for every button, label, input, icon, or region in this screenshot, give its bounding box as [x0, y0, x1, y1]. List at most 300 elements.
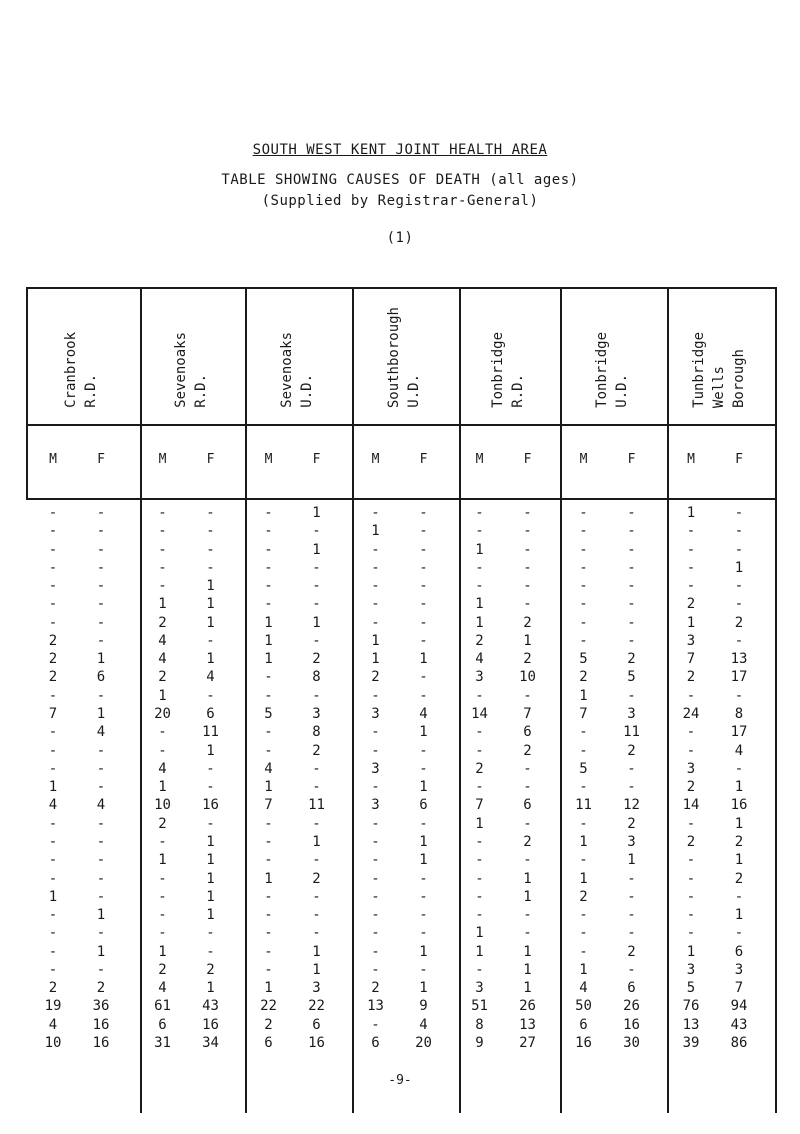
table-cell: -	[627, 961, 636, 978]
table-cell: 16	[730, 797, 748, 814]
table-cell: 2	[523, 614, 532, 631]
table-cell: 1	[686, 505, 696, 521]
table-cell: -	[419, 578, 428, 595]
table-cell: 1	[419, 779, 428, 796]
table-cell: -	[158, 870, 167, 887]
table-cell: 22	[260, 998, 277, 1015]
table-cell: 3	[312, 706, 321, 723]
table-cell: 2	[206, 961, 215, 978]
table-cell: 3	[686, 632, 696, 649]
table-cell: -	[475, 687, 484, 704]
table-cell: -	[264, 925, 273, 942]
table-cell: -	[264, 815, 273, 832]
table-cell: 2	[734, 833, 744, 850]
table-cell: -	[419, 870, 428, 887]
table-cell: 13	[682, 1016, 700, 1033]
table-cell: 14	[471, 706, 488, 723]
table-cell: 2	[734, 870, 744, 887]
table-cell: -	[371, 687, 380, 704]
table-cell: -	[264, 687, 273, 704]
table-cell: -	[264, 724, 273, 741]
table-cell: 16	[623, 1016, 640, 1033]
table-cell: -	[419, 505, 428, 521]
column-heading: Tonbridge	[593, 332, 610, 408]
table-cell: -	[627, 614, 636, 631]
table-cell: -	[158, 925, 167, 942]
table-cell: 2	[627, 943, 636, 960]
column-heading: R.D.	[192, 374, 209, 408]
table-cell: -	[419, 669, 428, 686]
table-cell: 6	[312, 1016, 321, 1033]
table-cell: -	[48, 578, 58, 595]
table-cell: -	[48, 505, 58, 521]
table-cell: -	[734, 505, 744, 521]
table-cell: 2	[158, 614, 167, 631]
table-cell: 2	[96, 980, 106, 997]
table-cell: 9	[419, 998, 428, 1015]
table-cell: 1	[264, 870, 273, 887]
table-cell: -	[734, 760, 744, 777]
table-cell: 31	[154, 1035, 171, 1051]
table-cell: -	[158, 888, 167, 905]
column-heading: R.D.	[83, 374, 99, 408]
table-cell: 5	[264, 706, 273, 723]
table-cell: -	[734, 596, 744, 613]
table-cell: -	[734, 632, 744, 649]
table-cell: -	[312, 852, 321, 869]
table-cell: 6	[264, 1035, 273, 1051]
table-top-rule	[26, 287, 775, 289]
table-cell: -	[475, 833, 484, 850]
table-cell: 2	[158, 815, 167, 832]
table-cell: -	[371, 907, 380, 924]
table-cell: -	[96, 815, 106, 832]
table-cell: 1	[523, 980, 532, 997]
table-cell: 1	[475, 815, 484, 832]
table-cell: 1	[312, 614, 321, 631]
table-cell: -	[579, 559, 588, 576]
table-cell: 3	[686, 760, 696, 777]
table-cell: 1	[475, 596, 484, 613]
table-cell: 3	[627, 706, 636, 723]
table-cell: 4	[158, 760, 167, 777]
table-cell: 11	[202, 724, 219, 741]
table-cell: -	[264, 523, 273, 540]
table-cell: -	[158, 505, 167, 521]
table-cell: 1	[96, 907, 106, 924]
table-cell: 9	[475, 1035, 484, 1051]
table-cell: -	[627, 760, 636, 777]
table-cell: -	[96, 523, 106, 540]
table-cell: -	[579, 907, 588, 924]
table-cell: 22	[308, 998, 325, 1015]
column-rule	[245, 287, 247, 1113]
table-cell: -	[627, 541, 636, 558]
table-cell: -	[312, 559, 321, 576]
table-cell: 13	[367, 998, 384, 1015]
table-cell: 1	[312, 833, 321, 850]
column-rule	[560, 287, 562, 1113]
table-cell: -	[96, 925, 106, 942]
table-cell: 1	[371, 651, 380, 668]
table-cell: -	[96, 779, 106, 796]
column-heading: Tunbridge	[691, 332, 707, 408]
table-cell: -	[579, 541, 588, 558]
table-cell: 1	[734, 815, 744, 832]
table-cell: 7	[264, 797, 273, 814]
table-cell: -	[579, 925, 588, 942]
table-cell: -	[579, 505, 588, 521]
table-cell: 36	[92, 998, 110, 1015]
sex-label-female: F	[312, 452, 321, 467]
table-cell: -	[371, 596, 380, 613]
table-cell: 10	[154, 797, 171, 814]
table-cell: 1	[206, 614, 215, 631]
table-cell: 94	[730, 998, 748, 1015]
table-cell: -	[475, 559, 484, 576]
table-cell: 7	[475, 797, 484, 814]
table-cell: 1	[734, 559, 744, 576]
table-cell: -	[206, 559, 215, 576]
column-rule	[352, 287, 354, 1113]
table-cell: -	[312, 578, 321, 595]
table-cell: 16	[575, 1035, 592, 1051]
table-cell: -	[371, 779, 380, 796]
table-cell: -	[312, 815, 321, 832]
table-cell: -	[48, 870, 58, 887]
table-cell: -	[523, 559, 532, 576]
table-cell: -	[523, 578, 532, 595]
table-cell: -	[523, 523, 532, 540]
table-cell: 3	[371, 760, 380, 777]
table-cell: 2	[475, 632, 484, 649]
table-cell: 5	[686, 980, 696, 997]
table-cell: -	[371, 925, 380, 942]
sex-label-male: M	[264, 452, 273, 467]
table-cell: -	[371, 742, 380, 759]
table-cell: -	[312, 596, 321, 613]
table-cell: 2	[579, 669, 588, 686]
table-cell: 10	[44, 1035, 62, 1051]
table-cell: -	[419, 907, 428, 924]
table-cell: 8	[312, 724, 321, 741]
table-cell: 6	[523, 724, 532, 741]
table-cell: -	[523, 925, 532, 942]
table-cell: -	[579, 943, 588, 960]
table-cell: 1	[523, 888, 532, 905]
table-cell: 1	[686, 943, 696, 960]
table-cell: -	[627, 870, 636, 887]
table-cell: 3	[734, 961, 744, 978]
table-cell: 6	[734, 943, 744, 960]
table-cell: 1	[264, 632, 273, 649]
table-cell: -	[419, 523, 428, 540]
table-cell: -	[264, 943, 273, 960]
table-cell: 4	[48, 1016, 58, 1033]
table-cell: -	[48, 559, 58, 576]
header-rule	[26, 424, 775, 426]
table-cell: -	[206, 760, 215, 777]
table-cell: -	[264, 852, 273, 869]
table-cell: 2	[371, 980, 380, 997]
table-cell: -	[419, 888, 428, 905]
table-cell: -	[686, 578, 696, 595]
table-cell: 6	[371, 1035, 380, 1051]
table-cell: 4	[579, 980, 588, 997]
table-cell: 7	[48, 706, 58, 723]
table-cell: 1	[579, 687, 588, 704]
table-cell: 5	[579, 651, 588, 668]
table-cell: 1	[523, 961, 532, 978]
table-cell: -	[419, 815, 428, 832]
table-cell: 7	[686, 651, 696, 668]
table-cell: -	[419, 596, 428, 613]
table-cell: 6	[96, 669, 106, 686]
table-cell: -	[96, 742, 106, 759]
sex-label-female: F	[735, 452, 743, 467]
table-cell: -	[523, 541, 532, 558]
table-cell: -	[264, 559, 273, 576]
table-cell: -	[206, 687, 215, 704]
table-cell: 4	[419, 706, 428, 723]
table-cell: -	[579, 523, 588, 540]
column-heading: R.D.	[509, 374, 526, 408]
table-cell: 6	[158, 1016, 167, 1033]
table-cell: -	[158, 907, 167, 924]
sex-label-male: M	[579, 452, 588, 467]
table-cell: 2	[48, 980, 58, 997]
table-cell: -	[579, 779, 588, 796]
table-cell: -	[686, 687, 696, 704]
table-cell: -	[475, 907, 484, 924]
table-cell: 2	[158, 961, 167, 978]
table-cell: 3	[475, 669, 484, 686]
table-cell: -	[686, 925, 696, 942]
table-cell: -	[371, 541, 380, 558]
table-cell: -	[579, 724, 588, 741]
table-cell: -	[419, 925, 428, 942]
table-part-number: (1)	[386, 230, 414, 246]
table-cell: -	[312, 687, 321, 704]
sex-label-female: F	[206, 452, 215, 467]
table-cell: -	[158, 541, 167, 558]
table-cell: -	[264, 669, 273, 686]
table-cell: 2	[48, 651, 58, 668]
table-cell: 1	[264, 651, 273, 668]
table-cell: -	[627, 523, 636, 540]
table-cell: 1	[419, 852, 428, 869]
table-cell: -	[96, 760, 106, 777]
table-cell: 1	[206, 742, 215, 759]
table-cell: 1	[579, 870, 588, 887]
table-cell: 76	[682, 998, 700, 1015]
table-cell: 16	[92, 1016, 110, 1033]
table-cell: -	[264, 541, 273, 558]
table-cell: 1	[48, 779, 58, 796]
table-cell: 1	[206, 852, 215, 869]
table-cell: 39	[682, 1035, 700, 1051]
table-cell: -	[475, 779, 484, 796]
sex-label-female: F	[627, 452, 636, 467]
table-subtitle: TABLE SHOWING CAUSES OF DEATH (all ages)	[221, 172, 579, 188]
table-cell: 1	[419, 724, 428, 741]
table-cell: -	[475, 724, 484, 741]
table-cell: 1	[96, 943, 106, 960]
table-cell: -	[206, 925, 215, 942]
table-cell: -	[96, 632, 106, 649]
table-cell: -	[96, 559, 106, 576]
table-cell: 26	[623, 998, 640, 1015]
table-cell: 2	[264, 1016, 273, 1033]
table-cell: 1	[158, 852, 167, 869]
table-cell: 2	[523, 742, 532, 759]
table-cell: -	[371, 614, 380, 631]
table-cell: -	[158, 559, 167, 576]
table-cell: 6	[579, 1016, 588, 1033]
table-cell: -	[371, 833, 380, 850]
table-cell: -	[627, 596, 636, 613]
table-cell: 2	[686, 779, 696, 796]
table-cell: -	[523, 505, 532, 521]
table-cell: 4	[158, 980, 167, 997]
table-cell: 1	[312, 541, 321, 558]
table-cell: -	[264, 833, 273, 850]
table-cell: 1	[419, 943, 428, 960]
table-cell: -	[48, 815, 58, 832]
sex-label-male: M	[158, 452, 167, 467]
table-cell: 1	[158, 596, 167, 613]
table-cell: 1	[686, 614, 696, 631]
table-cell: -	[419, 742, 428, 759]
column-heading: Sevenoaks	[172, 332, 189, 408]
table-cell: -	[475, 505, 484, 521]
table-cell: -	[627, 907, 636, 924]
table-cell: 30	[623, 1035, 640, 1051]
column-heading: Sevenoaks	[278, 332, 295, 408]
table-cell: 2	[686, 669, 696, 686]
table-cell: -	[312, 779, 321, 796]
table-cell: 5	[579, 760, 588, 777]
table-cell: 2	[686, 596, 696, 613]
table-cell: -	[312, 632, 321, 649]
table-cell: 1	[312, 961, 321, 978]
table-cell: 2	[627, 815, 636, 832]
table-cell: -	[48, 614, 58, 631]
table-cell: 20	[415, 1035, 432, 1051]
table-cell: 26	[519, 998, 536, 1015]
table-cell: -	[48, 523, 58, 540]
table-cell: 1	[579, 833, 588, 850]
table-cell: 1	[419, 651, 428, 668]
table-cell: -	[158, 578, 167, 595]
table-cell: 1	[419, 833, 428, 850]
table-cell: 20	[154, 706, 171, 723]
table-cell: -	[475, 961, 484, 978]
table-cell: 1	[627, 852, 636, 869]
table-cell: 2	[523, 651, 532, 668]
table-cell: 3	[371, 706, 380, 723]
page-title: SOUTH WEST KENT JOINT HEALTH AREA	[252, 142, 548, 158]
table-cell: -	[579, 578, 588, 595]
table-cell: -	[686, 742, 696, 759]
table-cell: 1	[264, 779, 273, 796]
table-cell: -	[627, 888, 636, 905]
table-cell: -	[686, 870, 696, 887]
table-cell: 51	[471, 998, 488, 1015]
table-cell: 1	[475, 614, 484, 631]
table-cell: -	[627, 578, 636, 595]
table-cell: 16	[202, 1016, 219, 1033]
table-cell: 17	[730, 669, 748, 686]
table-cell: 8	[734, 706, 744, 723]
page-number: -9-	[388, 1073, 412, 1088]
table-cell: 1	[96, 706, 106, 723]
table-cell: -	[579, 632, 588, 649]
sex-label-male: M	[687, 452, 695, 467]
table-cell: -	[48, 724, 58, 741]
table-cell: 1	[371, 632, 380, 649]
table-cell: 2	[734, 614, 744, 631]
column-rule	[459, 287, 461, 1113]
table-cell: -	[686, 724, 696, 741]
table-cell: 1	[206, 578, 215, 595]
table-cell: -	[96, 870, 106, 887]
table-cell: -	[96, 852, 106, 869]
table-cell: -	[264, 596, 273, 613]
table-cell: 1	[206, 651, 215, 668]
table-cell: -	[579, 815, 588, 832]
table-cell: 3	[627, 833, 636, 850]
table-cell: -	[158, 523, 167, 540]
table-cell: -	[686, 815, 696, 832]
column-heading: Cranbrook	[63, 332, 79, 408]
table-cell: 7	[734, 980, 744, 997]
table-cell: -	[419, 632, 428, 649]
table-cell: 86	[730, 1035, 748, 1051]
table-cell: -	[686, 541, 696, 558]
table-cell: 1	[523, 870, 532, 887]
table-cell: -	[96, 614, 106, 631]
table-cell: -	[371, 724, 380, 741]
table-cell: 1	[475, 925, 484, 942]
table-cell: 13	[730, 651, 748, 668]
table-cell: 4	[734, 742, 744, 759]
column-heading: U.D.	[405, 374, 422, 408]
table-cell: 1	[264, 980, 273, 997]
table-cell: -	[686, 852, 696, 869]
table-cell: -	[419, 760, 428, 777]
table-cell: 12	[623, 797, 640, 814]
column-heading: Southborough	[385, 306, 402, 408]
table-cell: 1	[206, 907, 215, 924]
sex-label-male: M	[49, 452, 57, 467]
table-cell: 3	[371, 797, 380, 814]
table-cell: -	[371, 505, 380, 521]
table-cell: 4	[158, 632, 167, 649]
table-cell: 11	[308, 797, 325, 814]
table-cell: -	[96, 687, 106, 704]
table-cell: -	[48, 925, 58, 942]
table-cell: 2	[371, 669, 380, 686]
table-cell: -	[627, 687, 636, 704]
table-cell: 1	[371, 523, 380, 540]
table-cell: -	[264, 961, 273, 978]
table-cell: 2	[312, 742, 321, 759]
table-cell: -	[206, 779, 215, 796]
table-cell: 2	[48, 632, 58, 649]
table-cell: 1	[206, 980, 215, 997]
table-cell: -	[206, 632, 215, 649]
